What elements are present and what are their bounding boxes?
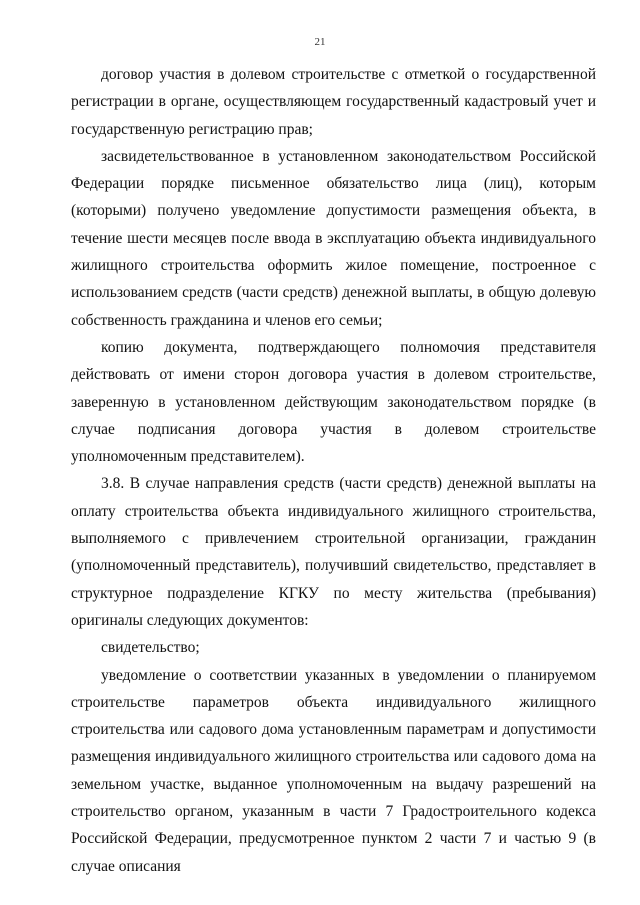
paragraph-obligation: засвидетельствованное в установленном законодательством Российской Федерации порядке письменное обязательство лица (лиц), которым (которыми) получено уведомление допустимости размещения объекта, в течение шести месяцев после ввода в эксплуатацию объекта индивидуального жилищного строительства оформить жилое помещение, построенное с использованием средств (части средств) денежной выплаты, в общую долевую собственность гражданина и членов его семьи;: [71, 147, 596, 329]
paragraph-notification: уведомление о соответствии указанных в уведомлении о планируемом строительстве параметров объекта индивидуального жилищного строительства или садового дома установленным параметрам и допустимости размещения индивидуального жилищного строительства или садового дома на земельном участке, выданное уполномоченным на выдачу разрешений на строительство органом, указанным в части 7 Градостроительного кодекса Российской Федерации, предусмотренное пунктом 2 части 7 и частью 9 (в случае описания: [71, 666, 596, 875]
paragraph-section-3-8: 3.8. В случае направления средств (части средств) денежной выплаты на оплату строительства объекта индивидуального жилищного строительства, выполняемого с привлечением строительной организации, гражданин (уполномоченный представитель), получивший свидетельство, представляет в структурное подразделение КГКУ по месту жительства (пребывания) оригиналы следующих документов:: [71, 475, 596, 629]
paragraph-certificate: свидетельство;: [101, 639, 200, 657]
paragraph-contract: договор участия в долевом строительстве с отметкой о государственной регистрации в органе, осуществляющем государственный кадастровый учет и государственную регистрацию прав;: [71, 66, 596, 138]
page-number: 21: [314, 36, 326, 48]
document-body: [71, 61, 596, 880]
paragraph-representative-copy: копию документа, подтверждающего полномочия представителя действовать от имени сторон договора участия в долевом строительстве, заверенную в установленном действующим законодательством порядке (в случае подписания договора участия в долевом строительстве уполномоченным представителем).: [71, 338, 596, 466]
